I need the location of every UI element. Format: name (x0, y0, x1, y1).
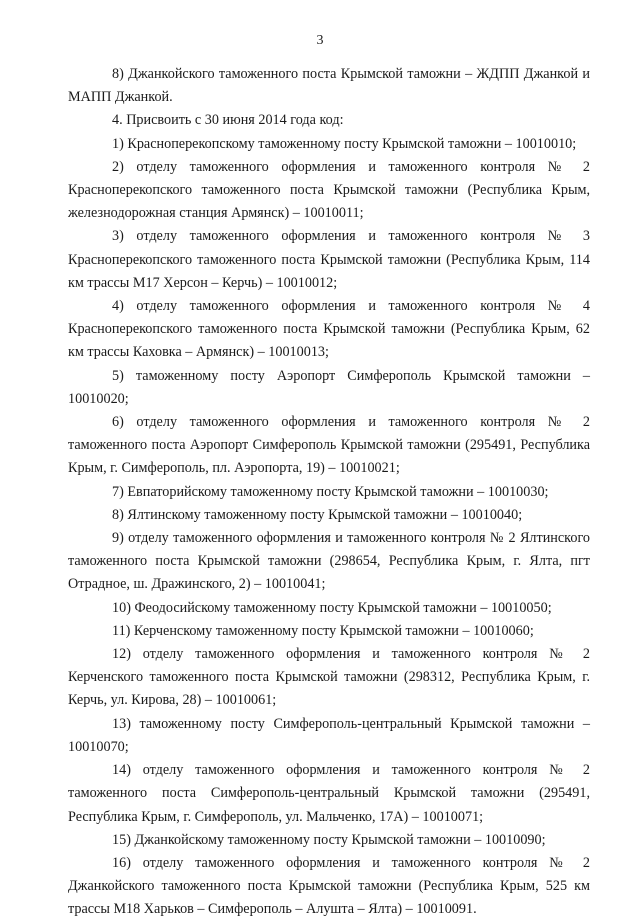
page-number: 3 (316, 33, 324, 48)
paragraph-code-4: 4) отделу таможенного оформления и таможенного контроля № 4 Красноперекопского таможенного поста Крымской таможни (Республика Крым, 62 км трассы Каховка – Армянск) – 10010013; (68, 298, 590, 361)
paragraph-code-11: 11) Керченскому таможенному посту Крымской таможни – 10010060; (112, 622, 534, 639)
paragraph-code-15: 15) Джанкойскому таможенному посту Крымской таможни – 10010090; (112, 831, 546, 848)
paragraph-section-4-heading: 4. Присвоить с 30 июня 2014 года код: (112, 112, 344, 129)
paragraph-code-6: 6) отделу таможенного оформления и таможенного контроля № 2 таможенного поста Аэропорт Симферополь Крымской таможни (295491, Республика Крым, г. Симферополь, пл. Аэропорта, 19) – 10010021; (68, 414, 590, 477)
paragraph-code-3: 3) отделу таможенного оформления и таможенного контроля № 3 Красноперекопского таможенного поста Крымской таможни (Республика Крым, 114 км трассы М17 Херсон – Керчь) – 10010012; (68, 228, 590, 291)
paragraph-code-12: 12) отделу таможенного оформления и таможенного контроля № 2 Керченского таможенного поста Крымской таможни (298312, Республика Крым, г. Керчь, ул. Кирова, 28) – 10010061; (68, 646, 590, 709)
paragraph-code-2: 2) отделу таможенного оформления и таможенного контроля № 2 Красноперекопского таможенного поста Крымской таможни (Республика Крым, железнодорожная станция Армянск) – 10010011; (68, 158, 590, 222)
paragraph-code-13: 13) таможенному посту Симферополь-центральный Крымской таможни – 10010070; (68, 715, 590, 755)
paragraph-code-1: 1) Красноперекопскому таможенному посту Крымской таможни – 10010010; (112, 135, 577, 152)
paragraph-code-10: 10) Феодосийскому таможенному посту Крымской таможни – 10010050; (112, 599, 552, 616)
paragraph-code-5: 5) таможенному посту Аэропорт Симферополь Крымской таможни – 10010020; (68, 367, 590, 407)
paragraph-code-14: 14) отделу таможенного оформления и таможенного контроля № 2 таможенного поста Симферополь-центральный Крымской таможни (295491, Республика Крым, г. Симферополь, ул. Мальченко, 17А) – 10010071; (68, 762, 590, 825)
paragraph-item-8-checkpoints: 8) Джанкойского таможенного поста Крымской таможни – ЖДПП Джанкой и МАПП Джанкой. (68, 66, 590, 106)
paragraph-code-9: 9) отделу таможенного оформления и таможенного контроля № 2 Ялтинского таможенного поста Крымской таможни (298654, Республика Крым, г. Ялта, пгт Отрадное, ш. Дражинского, 2) – 10010041; (68, 530, 590, 593)
paragraph-code-8: 8) Ялтинскому таможенному посту Крымской таможни – 10010040; (112, 506, 523, 523)
document-body (68, 63, 590, 922)
paragraph-code-16: 16) отделу таможенного оформления и таможенного контроля № 2 Джанкойского таможенного поста Крымской таможни (Республика Крым, 525 км трассы М18 Харьков – Симферополь – Алушта – Ялта) – 10010091. (68, 854, 590, 918)
paragraph-code-7: 7) Евпаторийскому таможенному посту Крымской таможни – 10010030; (112, 483, 549, 500)
